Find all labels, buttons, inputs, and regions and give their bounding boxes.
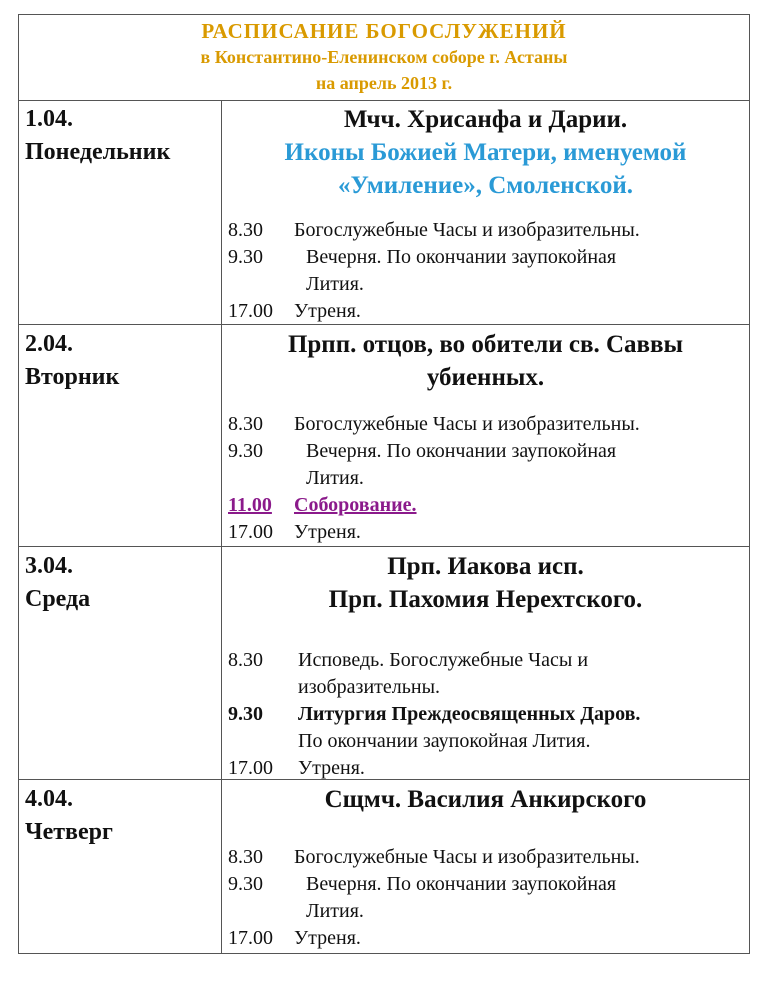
day-row xyxy=(19,547,749,780)
icon-feast-line: «Умиление», Смоленской. xyxy=(337,172,634,199)
service-item-cont: Лития. xyxy=(306,273,364,295)
service-item-cont: Лития. xyxy=(306,467,364,489)
service-item: 8.30 Богослужебные Часы и изобразительны. xyxy=(228,219,640,241)
service-item: 8.30 Исповедь. Богослужебные Часы и xyxy=(228,649,589,671)
service-item: 8.30 Богослужебные Часы и изобразительны. xyxy=(228,846,640,868)
service-item: 17.00 Утреня. xyxy=(228,521,361,543)
services-list xyxy=(228,844,640,952)
day-weekday: Понедельник xyxy=(25,139,171,165)
day-label xyxy=(19,547,222,779)
icon-feast-line: Иконы Божией Матери, именуемой xyxy=(284,139,687,166)
saint-line: Мчч. Хрисанфа и Дарии. xyxy=(343,106,628,133)
services-list xyxy=(228,217,640,325)
schedule-subtitle: в Константино-Еленинском соборе г. Астаны xyxy=(200,47,568,67)
day-content xyxy=(222,100,749,324)
day-weekday: Вторник xyxy=(25,364,120,390)
schedule-period: на апрель 2013 г. xyxy=(315,73,453,93)
service-item-cont: По окончании заупокойная Лития. xyxy=(298,730,591,752)
day-content xyxy=(222,325,749,546)
service-item: 17.00 Утреня. xyxy=(228,927,361,949)
service-item: 8.30 Богослужебные Часы и изобразительны. xyxy=(228,413,640,435)
service-item: 9.30 Вечерня. По окончании заупокойная xyxy=(228,440,617,462)
services-list xyxy=(228,647,640,782)
service-item-cont: изобразительны. xyxy=(298,676,441,698)
day-label xyxy=(19,780,222,953)
saint-line: Прпп. отцов, во обители св. Саввы xyxy=(287,331,684,358)
day-date: 3.04. xyxy=(25,553,73,579)
day-date: 2.04. xyxy=(25,331,73,357)
day-date: 1.04. xyxy=(25,106,73,132)
service-item: 9.30 Вечерня. По окончании заупокойная xyxy=(228,246,617,268)
service-item: 9.30 Вечерня. По окончании заупокойная xyxy=(228,873,617,895)
saint-line: Прп. Иакова исп. xyxy=(387,553,584,580)
service-item-liturgy: 9.30 Литургия Преждеосвященных Даров. xyxy=(228,703,641,725)
schedule-table xyxy=(18,14,750,954)
day-row xyxy=(19,780,749,953)
day-row xyxy=(19,325,749,547)
schedule-title: РАСПИСАНИЕ БОГОСЛУЖЕНИЙ xyxy=(201,19,567,43)
day-weekday: Среда xyxy=(25,586,91,612)
service-item: 17.00 Утреня. xyxy=(228,757,365,779)
day-content xyxy=(222,780,749,953)
saint-line: убиенных. xyxy=(426,364,545,391)
day-weekday: Четверг xyxy=(25,819,113,845)
service-item-cont: Лития. xyxy=(306,900,364,922)
service-item: 17.00 Утреня. xyxy=(228,300,361,322)
day-content xyxy=(222,547,749,779)
schedule-header xyxy=(19,15,749,101)
day-row xyxy=(19,100,749,325)
saint-line: Прп. Пахомия Нерехтского. xyxy=(328,586,643,613)
day-label xyxy=(19,325,222,546)
service-item-unction: 11.00 Соборование. xyxy=(228,494,417,516)
services-list xyxy=(228,411,640,546)
day-date: 4.04. xyxy=(25,786,73,812)
day-label xyxy=(19,100,222,324)
saint-line: Сщмч. Василия Анкирского xyxy=(324,786,647,813)
